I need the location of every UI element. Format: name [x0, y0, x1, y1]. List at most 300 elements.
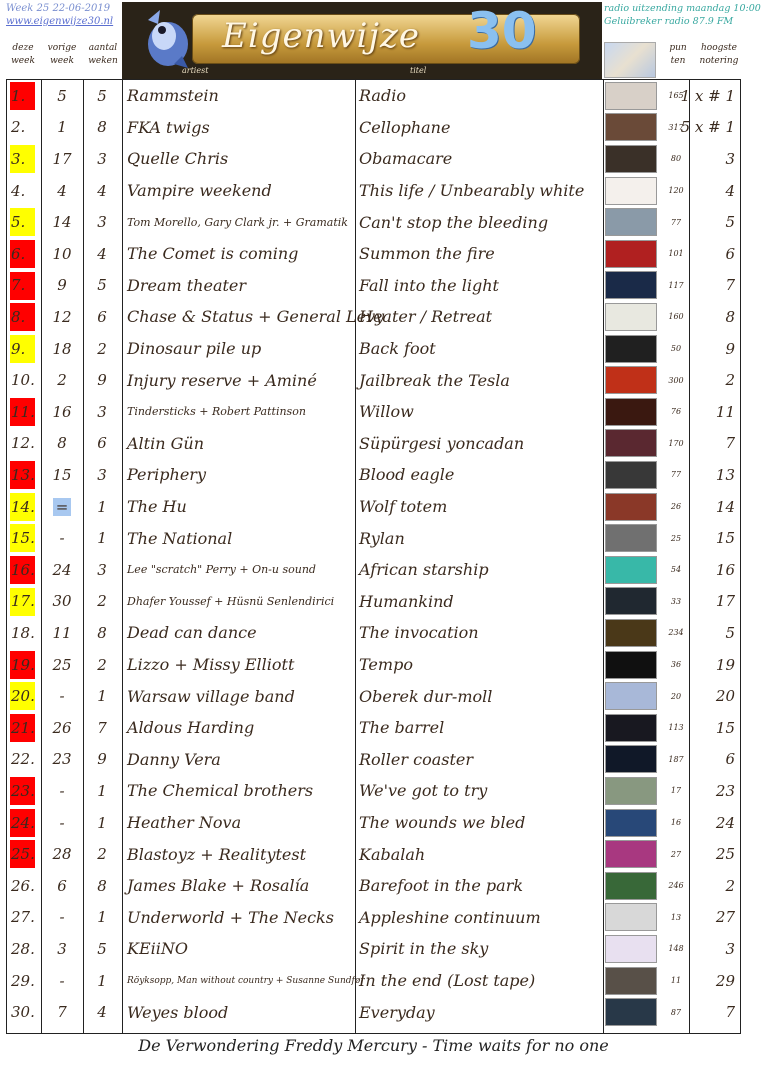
table-row [7, 396, 740, 428]
points: 101 [668, 249, 684, 259]
cover-cell [604, 712, 658, 744]
points: 170 [668, 438, 684, 448]
cover-cell [604, 364, 658, 396]
artist: Injury reserve + Aminé [127, 370, 317, 390]
position: 5. [11, 213, 26, 232]
points: 87 [670, 1007, 682, 1017]
song-title: Appleshine continuum [359, 907, 541, 927]
position-cell [7, 364, 41, 396]
prev-week-cell [41, 301, 83, 333]
song-title: Can't stop the bleeding [359, 212, 549, 232]
prev-week-cell [41, 870, 83, 902]
cover-cell [604, 902, 658, 934]
points: 54 [670, 565, 682, 575]
weeks-in-chart: 3 [97, 560, 107, 579]
artist: Rammstein [127, 86, 219, 106]
best-position: 9 [725, 339, 735, 358]
artist: The Hu [127, 497, 187, 517]
album-cover [605, 967, 657, 995]
weeks-in-chart: 5 [97, 86, 107, 105]
album-cover [605, 619, 657, 647]
song-title: Jailbreak the Tesla [359, 370, 510, 390]
song-title: Everyday [359, 1002, 435, 1022]
weeks-in-chart: 1 [97, 497, 107, 516]
table-row [7, 586, 740, 618]
prev-week: = [53, 498, 72, 516]
weeks-in-chart: 5 [97, 276, 107, 295]
table-row [7, 238, 740, 270]
best-position: 6 [725, 244, 735, 263]
best-position: 24 [715, 813, 735, 832]
prev-week: 5 [57, 86, 67, 105]
best-position: 2 [725, 876, 735, 895]
weeks-in-chart: 2 [97, 592, 107, 611]
prev-week: 18 [52, 339, 72, 358]
position: 28. [11, 939, 35, 958]
prev-week: 15 [52, 465, 72, 484]
album-cover [605, 366, 657, 394]
cover-cell [604, 112, 658, 144]
cover-cell [604, 175, 658, 207]
album-cover [605, 429, 657, 457]
cover-cell [604, 586, 658, 618]
points: 120 [668, 186, 684, 196]
prev-week-cell [41, 459, 83, 491]
best-position: 5 x # 1 [680, 118, 735, 137]
weeks-in-chart: 1 [97, 813, 107, 832]
prev-week: 3 [57, 939, 67, 958]
points: 33 [670, 596, 682, 606]
cover-cell [604, 459, 658, 491]
song-title: Kabalah [359, 844, 426, 864]
cover-cell [604, 680, 658, 712]
song-title: Back foot [359, 339, 436, 359]
banner-title: Eigenwijze [222, 16, 421, 56]
position: 4. [11, 181, 26, 200]
col-head-prev-week: vorige week [47, 43, 77, 66]
artist: Tindersticks + Robert Pattinson [127, 405, 306, 419]
weeks-in-chart: 2 [97, 845, 107, 864]
artist: The Chemical brothers [127, 781, 314, 801]
artist: KEiiNO [127, 939, 188, 959]
song-title: We've got to try [359, 781, 488, 801]
prev-week: 11 [52, 623, 72, 642]
position-cell [7, 744, 41, 776]
position: 6. [11, 244, 26, 263]
position: 7. [11, 276, 26, 295]
table-row [7, 112, 740, 144]
radio-station: Geluibreker radio 87.9 FM [604, 16, 734, 27]
prev-week: - [59, 781, 65, 800]
position-cell [7, 807, 41, 839]
position: 11. [11, 402, 35, 421]
table-row [7, 80, 740, 112]
prev-week-cell [41, 996, 83, 1028]
cover-cell [604, 965, 658, 997]
prev-week: 14 [52, 213, 72, 232]
position: 25. [11, 845, 35, 864]
cover-cell [604, 838, 658, 870]
table-row [7, 617, 740, 649]
position-cell [7, 112, 41, 144]
artist: Aldous Harding [127, 718, 255, 738]
artist: James Blake + Rosalía [127, 876, 310, 896]
best-position: 2 [725, 371, 735, 390]
position-cell [7, 80, 41, 112]
points: 165 [668, 91, 684, 101]
points: 160 [668, 312, 684, 322]
best-position: 16 [715, 560, 735, 579]
prev-week: 26 [52, 718, 72, 737]
col-head-this-week: deze week [11, 43, 35, 66]
position: 27. [11, 908, 35, 927]
best-position: 13 [715, 465, 735, 484]
artist: The Comet is coming [127, 244, 299, 264]
weeks-in-chart: 9 [97, 371, 107, 390]
weeks-in-chart: 2 [97, 339, 107, 358]
best-position: 23 [715, 781, 735, 800]
song-title: Heater / Retreat [359, 307, 493, 327]
cover-cell [604, 617, 658, 649]
prev-week-cell [41, 143, 83, 175]
album-cover [605, 587, 657, 615]
table-row [7, 143, 740, 175]
artist: Dinosaur pile up [127, 339, 262, 359]
album-cover [605, 998, 657, 1026]
prev-week-cell [41, 80, 83, 112]
artist: Heather Nova [127, 813, 242, 833]
prev-week-cell [41, 965, 83, 997]
points: 25 [670, 533, 682, 543]
song-title: Willow [359, 402, 414, 422]
weeks-in-chart: 6 [97, 434, 107, 453]
prev-week-cell [41, 712, 83, 744]
col-head-weeks: aantal weken [88, 43, 118, 66]
cover-cell [604, 270, 658, 302]
table-row [7, 364, 740, 396]
position: 26. [11, 876, 35, 895]
cover-cell [604, 301, 658, 333]
prev-week-cell [41, 238, 83, 270]
position: 29. [11, 971, 35, 990]
cover-cell [604, 744, 658, 776]
cover-cell [604, 870, 658, 902]
song-title: Wolf totem [359, 497, 448, 517]
title-banner [122, 2, 602, 79]
points: 50 [670, 344, 682, 354]
prev-week-cell [41, 396, 83, 428]
points: 117 [668, 280, 684, 290]
cover-cell [604, 396, 658, 428]
position-cell [7, 680, 41, 712]
table-row [7, 428, 740, 460]
artist: Periphery [127, 465, 206, 485]
prev-week: 9 [57, 276, 67, 295]
points: 13 [670, 912, 682, 922]
prev-week: 17 [52, 149, 72, 168]
prev-week-cell [41, 522, 83, 554]
weeks-in-chart: 9 [97, 750, 107, 769]
album-cover [605, 872, 657, 900]
table-row [7, 996, 740, 1028]
points: 80 [670, 154, 682, 164]
prev-week: - [59, 908, 65, 927]
points: 187 [668, 754, 684, 764]
position: 22. [11, 750, 35, 769]
table-row [7, 333, 740, 365]
position: 9. [11, 339, 26, 358]
table-row [7, 206, 740, 238]
best-position: 17 [715, 592, 735, 611]
radio-schedule: radio uitzending maandag 10:00 [604, 3, 761, 14]
cover-cell [604, 649, 658, 681]
prev-week: - [59, 687, 65, 706]
position-cell [7, 301, 41, 333]
col-head-best: hoogste notering [699, 43, 739, 66]
col-head-points: pun ten [669, 43, 687, 66]
chart-table [6, 79, 741, 1034]
table-row [7, 838, 740, 870]
position: 19. [11, 655, 35, 674]
prev-week-cell [41, 554, 83, 586]
table-row [7, 491, 740, 523]
artist: Chase & Status + General Levy [127, 307, 385, 327]
weeks-in-chart: 4 [97, 244, 107, 263]
weeks-in-chart: 4 [97, 1003, 107, 1022]
prev-week-cell [41, 744, 83, 776]
prev-week-cell [41, 364, 83, 396]
best-position: 8 [725, 307, 735, 326]
table-row [7, 807, 740, 839]
position: 14. [11, 497, 35, 516]
prev-week-cell [41, 491, 83, 523]
prev-week-cell [41, 270, 83, 302]
table-row [7, 870, 740, 902]
weeks-in-chart: 8 [97, 623, 107, 642]
album-cover [605, 903, 657, 931]
weeks-in-chart: 3 [97, 149, 107, 168]
table-row [7, 554, 740, 586]
label-artist: artiest [182, 66, 209, 75]
table-row [7, 459, 740, 491]
points: 76 [670, 407, 682, 417]
prev-week-cell [41, 649, 83, 681]
artist: Danny Vera [127, 749, 221, 769]
best-position: 1 x # 1 [680, 86, 735, 105]
album-cover [605, 335, 657, 363]
album-cover [605, 714, 657, 742]
weeks-in-chart: 1 [97, 781, 107, 800]
weeks-in-chart: 1 [97, 971, 107, 990]
song-title: Humankind [359, 591, 454, 611]
position-cell [7, 933, 41, 965]
artist: Dead can dance [127, 623, 257, 643]
song-title: Süpürgesi yoncadan [359, 433, 525, 453]
prev-week-cell [41, 838, 83, 870]
prev-week: 23 [52, 750, 72, 769]
website-link[interactable]: www.eigenwijze30.nl [6, 16, 114, 27]
album-cover [605, 745, 657, 773]
position: 2. [11, 118, 26, 137]
artist: FKA twigs [127, 117, 210, 137]
album-cover [605, 840, 657, 868]
prev-week: - [59, 813, 65, 832]
song-title: The wounds we bled [359, 813, 526, 833]
points: 36 [670, 660, 682, 670]
best-position: 15 [715, 529, 735, 548]
position: 12. [11, 434, 35, 453]
artist: Röyksopp, Man without country + Susanne Sundfør [127, 975, 365, 986]
prev-week-cell [41, 175, 83, 207]
song-title: Cellophane [359, 117, 451, 137]
best-position: 7 [725, 276, 735, 295]
points: 317 [668, 122, 684, 132]
position: 20. [11, 687, 35, 706]
best-position: 3 [725, 939, 735, 958]
cover-cell [604, 206, 658, 238]
weeks-in-chart: 7 [97, 718, 107, 737]
table-row [7, 270, 740, 302]
position-cell [7, 554, 41, 586]
map-logo [604, 42, 656, 78]
position-cell [7, 396, 41, 428]
album-cover [605, 208, 657, 236]
best-position: 7 [725, 434, 735, 453]
position: 8. [11, 307, 26, 326]
points: 77 [670, 470, 682, 480]
prev-week: 4 [57, 181, 67, 200]
song-title: Barefoot in the park [359, 876, 524, 896]
position-cell [7, 428, 41, 460]
prev-week: 25 [52, 655, 72, 674]
week-date: Week 25 22-06-2019 [6, 3, 111, 14]
table-row [7, 965, 740, 997]
points: 148 [668, 944, 684, 954]
best-position: 3 [725, 149, 735, 168]
prev-week: 8 [57, 434, 67, 453]
table-row [7, 680, 740, 712]
points: 300 [668, 375, 684, 385]
best-position: 4 [725, 181, 735, 200]
weeks-in-chart: 3 [97, 465, 107, 484]
position: 10. [11, 371, 35, 390]
position-cell [7, 522, 41, 554]
best-position: 5 [725, 623, 735, 642]
weeks-in-chart: 2 [97, 655, 107, 674]
album-cover [605, 524, 657, 552]
album-cover [605, 82, 657, 110]
weeks-in-chart: 6 [97, 307, 107, 326]
song-title: Summon the fire [359, 244, 495, 264]
table-row [7, 902, 740, 934]
position: 16. [11, 560, 35, 579]
song-title: Roller coaster [359, 749, 474, 769]
song-title: The barrel [359, 718, 445, 738]
position: 30. [11, 1003, 35, 1022]
position: 13. [11, 465, 35, 484]
artist: Dhafer Youssef + Hüsnü Senlendirici [127, 594, 335, 608]
prev-week-cell [41, 680, 83, 712]
song-title: African starship [359, 560, 489, 580]
cover-cell [604, 428, 658, 460]
prev-week: 6 [57, 876, 67, 895]
prev-week: 24 [52, 560, 72, 579]
prev-week-cell [41, 112, 83, 144]
song-title: Radio [359, 86, 406, 106]
position-cell [7, 143, 41, 175]
table-row [7, 649, 740, 681]
artist: Quelle Chris [127, 149, 229, 169]
cover-cell [604, 80, 658, 112]
album-cover [605, 651, 657, 679]
position: 24. [11, 813, 35, 832]
weeks-in-chart: 8 [97, 118, 107, 137]
header-left [6, 2, 122, 79]
weeks-in-chart: 5 [97, 939, 107, 958]
prev-week-cell [41, 586, 83, 618]
banner-number: 30 [467, 2, 537, 60]
artist: Lizzo + Missy Elliott [127, 655, 295, 675]
album-cover [605, 493, 657, 521]
position-cell [7, 838, 41, 870]
position: 17. [11, 592, 35, 611]
album-cover [605, 935, 657, 963]
artist: Underworld + The Necks [127, 907, 334, 927]
prev-week-cell [41, 775, 83, 807]
album-cover [605, 556, 657, 584]
points: 27 [670, 849, 682, 859]
table-row [7, 775, 740, 807]
best-position: 5 [725, 213, 735, 232]
cover-cell [604, 807, 658, 839]
weeks-in-chart: 3 [97, 402, 107, 421]
prev-week: 30 [52, 592, 72, 611]
points: 26 [670, 502, 682, 512]
album-cover [605, 177, 657, 205]
artist: Weyes blood [127, 1002, 229, 1022]
prev-week-cell [41, 206, 83, 238]
best-position: 27 [715, 908, 735, 927]
points: 113 [668, 723, 684, 733]
label-title: titel [410, 66, 427, 75]
artist: Vampire weekend [127, 181, 272, 201]
position-cell [7, 333, 41, 365]
position: 15. [11, 529, 35, 548]
points: 20 [670, 691, 682, 701]
prev-week: 10 [52, 244, 72, 263]
points: 11 [670, 976, 682, 986]
position-cell [7, 870, 41, 902]
song-title: Obamacare [359, 149, 453, 169]
prev-week: 7 [57, 1003, 67, 1022]
position-cell [7, 206, 41, 238]
artist: Altin Gün [127, 433, 204, 453]
position: 18. [11, 623, 35, 642]
footer-note: De Verwondering Freddy Mercury - Time waits for no one [138, 1036, 609, 1055]
song-title: The invocation [359, 623, 479, 643]
prev-week: - [59, 529, 65, 548]
weeks-in-chart: 3 [97, 213, 107, 232]
position-cell [7, 238, 41, 270]
position-cell [7, 491, 41, 523]
header-right [604, 2, 761, 79]
song-title: This life / Unbearably white [359, 181, 585, 201]
album-cover [605, 461, 657, 489]
album-cover [605, 777, 657, 805]
best-position: 11 [715, 402, 735, 421]
cover-cell [604, 775, 658, 807]
position: 1. [11, 86, 26, 105]
